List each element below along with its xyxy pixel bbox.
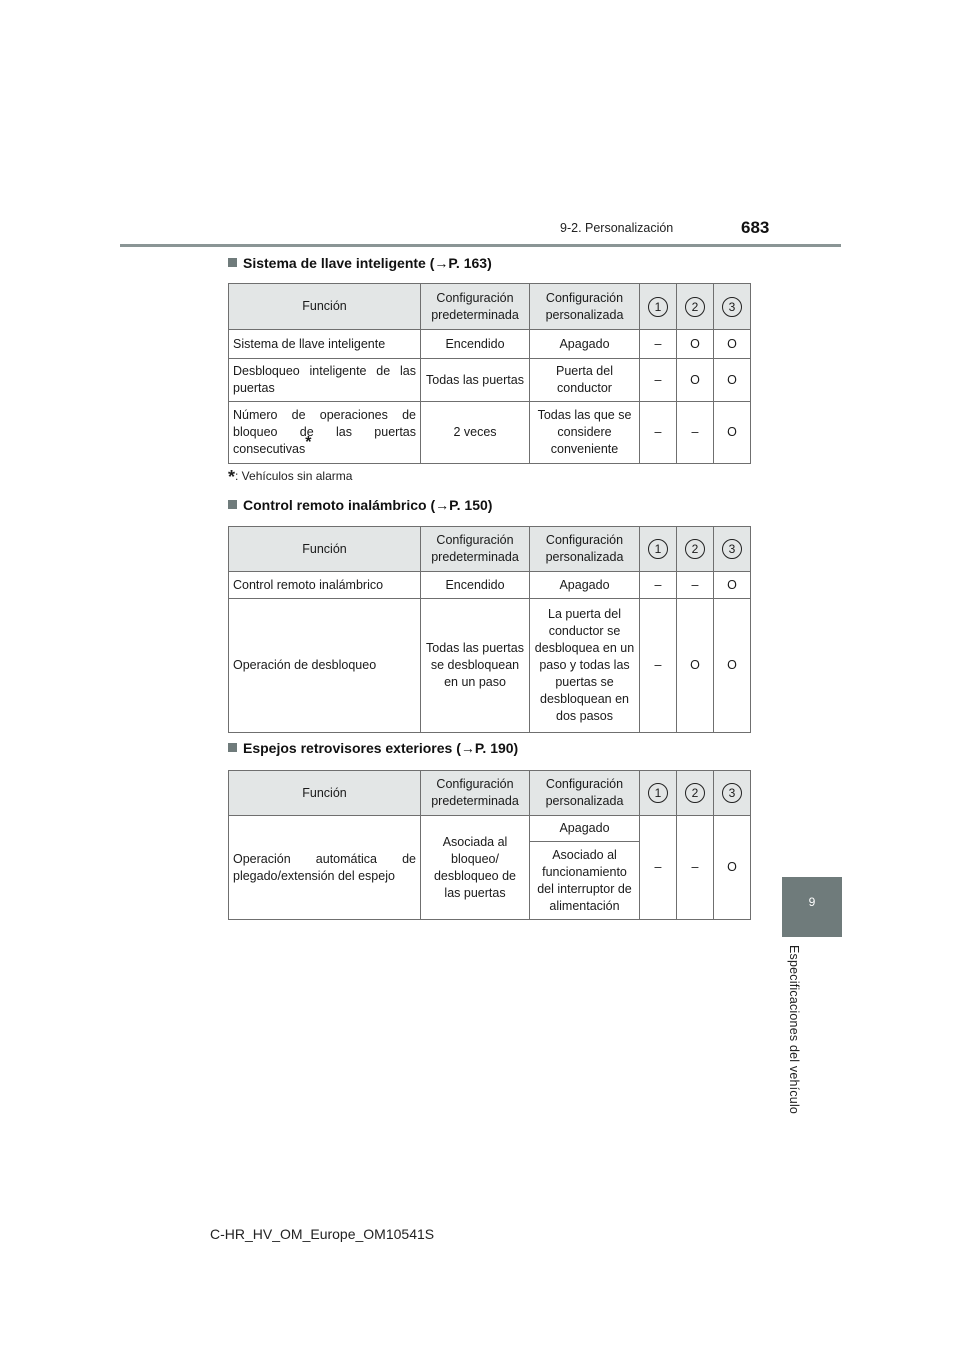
chapter-tab xyxy=(782,877,842,937)
cell-custom: Apagado xyxy=(530,572,640,599)
col-header-funcion: Función xyxy=(229,527,421,572)
cell-funcion: Control remoto inalámbrico xyxy=(229,572,421,599)
cell-default: Todas las puertas se desbloquean en un paso xyxy=(421,599,530,733)
footnote-asterisk: * xyxy=(228,467,236,487)
cell-c2: – xyxy=(677,572,714,599)
header-divider xyxy=(120,244,841,247)
cell-c1: – xyxy=(640,330,677,359)
circled-1-icon: 1 xyxy=(648,297,668,317)
cell-default: Encendido xyxy=(421,572,530,599)
section-title-remote xyxy=(228,497,492,513)
col-header-funcion: Función xyxy=(229,771,421,816)
cell-c3: O xyxy=(714,402,751,464)
col-header-2 xyxy=(677,527,714,572)
col-header-default: Configuración predeterminada xyxy=(421,771,530,816)
chapter-heading: 9-2. Personalización xyxy=(560,221,674,235)
table-row xyxy=(229,816,751,842)
col-header-3 xyxy=(714,284,751,330)
cell-c2: O xyxy=(677,599,714,733)
table-header-row xyxy=(229,284,751,330)
cell-custom: Apagado xyxy=(530,330,640,359)
col-header-3 xyxy=(714,771,751,816)
cell-c1: – xyxy=(640,572,677,599)
col-header-funcion: Función xyxy=(229,284,421,330)
circled-1-icon: 1 xyxy=(648,539,668,559)
square-bullet-icon xyxy=(228,500,237,509)
cell-default: Asociada al bloqueo/ desbloqueo de las puertas xyxy=(421,816,530,920)
cell-default: Todas las puertas xyxy=(421,359,530,402)
circled-2-icon: 2 xyxy=(685,783,705,803)
cell-funcion: Desbloqueo inteligente de las puertas xyxy=(229,359,421,402)
col-header-2 xyxy=(677,771,714,816)
square-bullet-icon xyxy=(228,743,237,752)
cell-c3: O xyxy=(714,330,751,359)
chapter-tab-label: Especificaciones del vehículo xyxy=(787,945,801,1115)
cell-c1: – xyxy=(640,599,677,733)
table-row xyxy=(229,359,751,402)
circled-3-icon: 3 xyxy=(722,297,742,317)
cell-custom: La puerta del conductor se desbloquea en un paso y todas las puertas se desbloquean en dos pasos xyxy=(530,599,640,733)
footnote-marker: * xyxy=(305,434,312,451)
remote-control-table xyxy=(228,526,751,733)
cell-funcion-text: Número de operaciones de bloqueo de las puertas consecutivas xyxy=(233,408,416,456)
cell-c3: O xyxy=(714,572,751,599)
smart-key-table xyxy=(228,283,751,464)
cell-funcion: Sistema de llave inteligente xyxy=(229,330,421,359)
circled-3-icon: 3 xyxy=(722,783,742,803)
section-title-mirrors xyxy=(228,740,518,756)
cell-c3: O xyxy=(714,599,751,733)
footnote-text: : Vehículos sin alarma xyxy=(235,469,353,483)
circled-1-icon: 1 xyxy=(648,783,668,803)
document-id: C-HR_HV_OM_Europe_OM10541S xyxy=(210,1226,435,1242)
cell-custom: Todas las que se considere conveniente xyxy=(530,402,640,464)
cell-c1: – xyxy=(640,359,677,402)
col-header-1 xyxy=(640,527,677,572)
col-header-custom: Configuración personalizada xyxy=(530,771,640,816)
square-bullet-icon xyxy=(228,258,237,267)
cell-c2: – xyxy=(677,402,714,464)
col-header-default: Configuración predeterminada xyxy=(421,527,530,572)
cell-c1: – xyxy=(640,402,677,464)
footnote xyxy=(228,467,352,488)
cell-funcion: Operación de desbloqueo xyxy=(229,599,421,733)
chapter-tab-number: 9 xyxy=(808,895,816,909)
col-header-1 xyxy=(640,771,677,816)
table-header-row xyxy=(229,771,751,816)
cell-funcion: Operación automática de plegado/extensión del espejo xyxy=(229,816,421,920)
cell-custom: Apagado xyxy=(530,816,640,842)
cell-c2: – xyxy=(677,816,714,920)
cell-default: Encendido xyxy=(421,330,530,359)
table-row xyxy=(229,599,751,733)
circled-3-icon: 3 xyxy=(722,539,742,559)
cell-c3: O xyxy=(714,359,751,402)
page-number: 683 xyxy=(741,218,770,237)
col-header-1 xyxy=(640,284,677,330)
col-header-3 xyxy=(714,527,751,572)
circled-2-icon: 2 xyxy=(685,539,705,559)
col-header-custom: Configuración personalizada xyxy=(530,527,640,572)
cell-c2: O xyxy=(677,330,714,359)
cell-c2: O xyxy=(677,359,714,402)
table-row xyxy=(229,402,751,464)
col-header-custom: Configuración personalizada xyxy=(530,284,640,330)
col-header-2 xyxy=(677,284,714,330)
section-title-smart-key xyxy=(228,255,492,271)
table-row xyxy=(229,330,751,359)
cell-default: 2 veces xyxy=(421,402,530,464)
table-header-row xyxy=(229,527,751,572)
section-title-text: Espejos retrovisores exteriores (→P. 190) xyxy=(243,740,519,756)
cell-c3: O xyxy=(714,816,751,920)
mirrors-table xyxy=(228,770,751,920)
cell-custom: Puerta del conductor xyxy=(530,359,640,402)
section-title-text: Sistema de llave inteligente (→P. 163) xyxy=(243,255,492,271)
cell-custom-alt: Asociado al funcionamiento del interruptor de alimentación xyxy=(530,842,640,920)
col-header-default: Configuración predeterminada xyxy=(421,284,530,330)
cell-c1: – xyxy=(640,816,677,920)
table-row xyxy=(229,572,751,599)
section-title-text: Control remoto inalámbrico (→P. 150) xyxy=(243,497,493,513)
circled-2-icon: 2 xyxy=(685,297,705,317)
cell-funcion xyxy=(229,402,421,464)
